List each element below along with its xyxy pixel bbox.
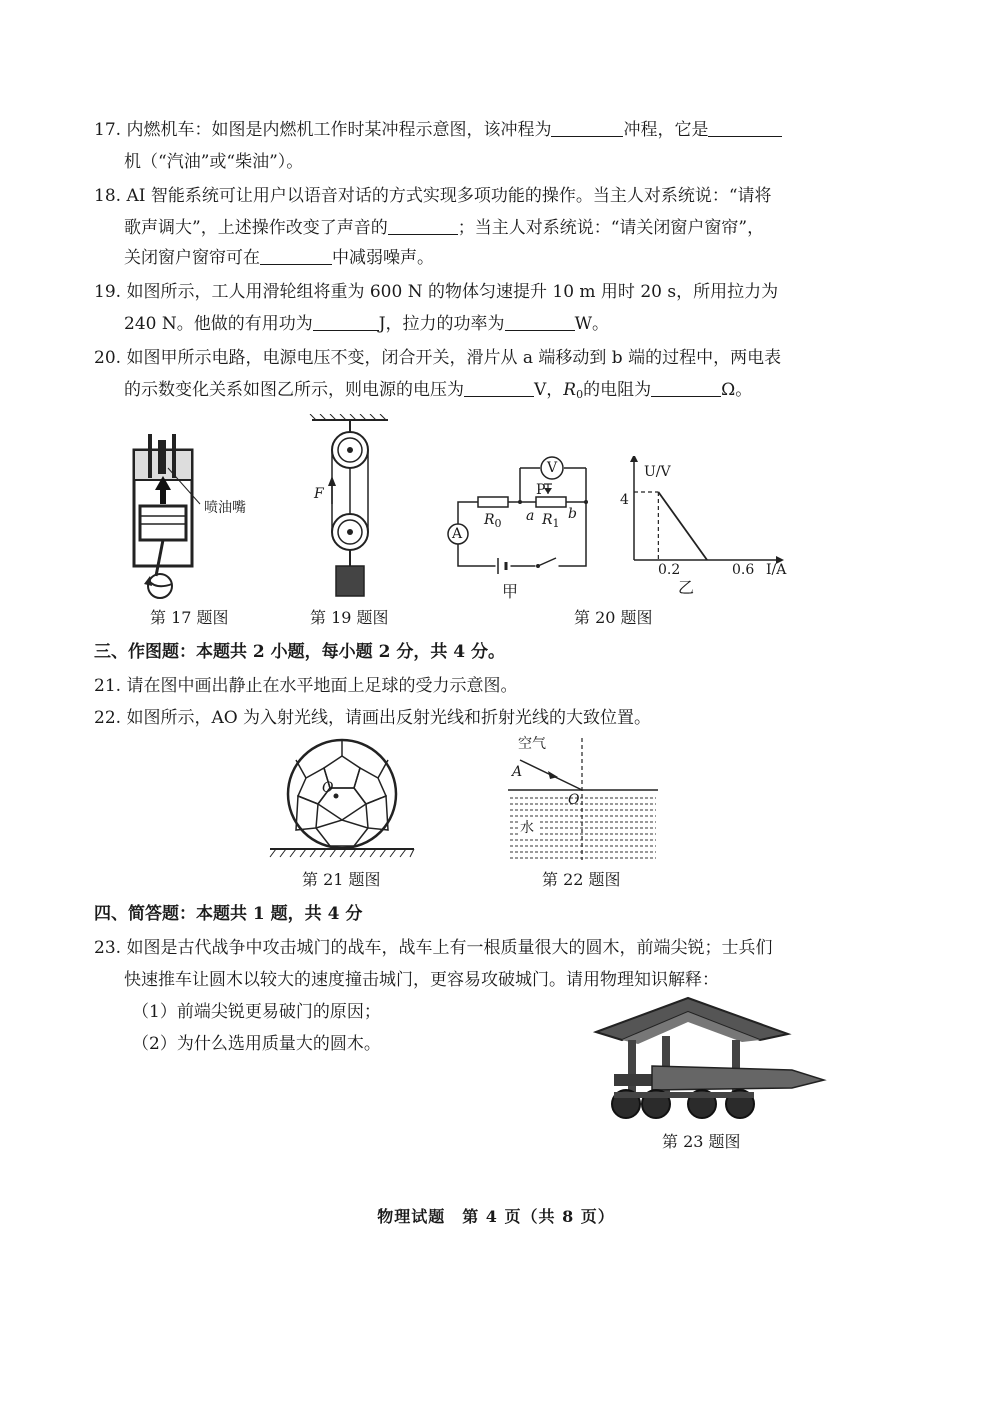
q18-text-c: 关闭窗户窗帘可在 xyxy=(124,248,260,268)
fig20-p-label: P xyxy=(536,482,546,498)
q18-line-1: 18. AI 智能系统可让用户以语音对话的方式实现多项功能的操作。当主人对系统说：“请将 xyxy=(94,186,772,206)
graph-series-line xyxy=(658,492,707,560)
q18-text-d: 中减弱噪声。 xyxy=(332,248,434,268)
q19-text-b: J，拉力的功率为 xyxy=(378,314,505,334)
q17-text-b: 冲程，它是 xyxy=(623,120,709,140)
fig20-graph-ylabel: U/V xyxy=(644,464,671,480)
q20-line-2 xyxy=(124,378,752,407)
q19-text-c: W。 xyxy=(574,314,610,334)
q23-sub-2: （2）为什么选用质量大的圆木。 xyxy=(132,1034,381,1054)
fig19-caption: 第 19 题图 xyxy=(310,608,389,627)
q19-line-2 xyxy=(124,312,609,336)
fig20-graph xyxy=(612,456,792,576)
fig20-graph-ytick-4: 4 xyxy=(620,492,629,508)
fig20-caption: 第 20 题图 xyxy=(574,608,653,627)
fig17-engine-diagram xyxy=(120,428,270,603)
fig20-graph-xtick-0-2: 0.2 xyxy=(658,562,681,578)
q20-r-sub: 0 xyxy=(576,388,584,401)
q21-text: 21. 请在图中画出静止在水平地面上足球的受力示意图。 xyxy=(94,676,518,696)
q23-sub-1: （1）前端尖锐更易破门的原因； xyxy=(132,1002,381,1022)
q20-text-b: V， xyxy=(534,380,564,400)
q19-blank-power[interactable] xyxy=(505,313,575,331)
q20-text-d: Ω。 xyxy=(721,380,753,400)
fig20-a-label: a xyxy=(526,508,535,524)
section4-title: 四、简答题：本题共 1 题，共 4 分 xyxy=(94,904,363,924)
page-footer: 物理试题 第 4 页（共 8 页） xyxy=(377,1207,615,1226)
fig20-r1-label xyxy=(542,510,560,534)
q17-line-1 xyxy=(94,118,782,142)
fig20-ammeter-label: A xyxy=(452,526,463,542)
fig20-r1-symbol: R xyxy=(542,512,553,528)
q17-text-a: 17. 内燃机车：如图是内燃机工作时某冲程示意图，该冲程为 xyxy=(94,120,552,140)
fig20-r1-sub: 1 xyxy=(552,517,560,530)
fig20-graph-xlabel: I/A xyxy=(766,562,787,578)
fig22-o-label: O xyxy=(568,792,580,808)
fig19-pulley-diagram xyxy=(308,414,428,604)
q20-blank-resistance[interactable] xyxy=(651,379,721,397)
q17-blank-engine[interactable] xyxy=(708,119,782,137)
q20-r-symbol: R xyxy=(563,380,577,400)
q17-line-2: 机（“汽油”或“柴油”）。 xyxy=(124,152,304,172)
q20-line-1: 20. 如图甲所示电路，电源电压不变，闭合开关，滑片从 a 端移动到 b 端的过程中，两电表 xyxy=(94,348,782,368)
fig21-caption: 第 21 题图 xyxy=(302,870,381,889)
fig20-voltmeter-label: V xyxy=(547,460,558,476)
q18-blank-place[interactable] xyxy=(260,247,332,265)
fig22-a-label: A xyxy=(512,764,523,780)
fig22-refraction-diagram xyxy=(506,736,662,862)
fig22-air-label: 空气 xyxy=(518,736,546,752)
q22-text: 22. 如图所示，AO 为入射光线，请画出反射光线和折射光线的大致位置。 xyxy=(94,708,652,728)
fig17-nozzle-label: 喷油嘴 xyxy=(204,500,246,516)
q18-line-2 xyxy=(124,216,764,240)
fig22-caption: 第 22 题图 xyxy=(542,870,621,889)
q20-blank-voltage[interactable] xyxy=(464,379,534,397)
fig20-jia-label: 甲 xyxy=(502,582,519,601)
fig23-caption: 第 23 题图 xyxy=(662,1132,741,1151)
q19-blank-work[interactable] xyxy=(313,313,379,331)
q18-text-b: ；当主人对系统说：“请关闭窗户窗帘”， xyxy=(457,218,765,238)
fig21-center-label: O xyxy=(322,780,334,796)
q23-line-1: 23. 如图是古代战争中攻击城门的战车，战车上有一根质量很大的圆木，前端尖锐；士兵们 xyxy=(94,938,773,958)
section3-title: 三、作图题：本题共 2 小题，每小题 2 分，共 4 分。 xyxy=(94,642,505,662)
q20-text-a: 的示数变化关系如图乙所示，则电源的电压为 xyxy=(124,380,464,400)
fig17-caption: 第 17 题图 xyxy=(150,608,229,627)
fig20-yi-label: 乙 xyxy=(678,578,695,597)
fig20-circuit-diagram xyxy=(440,454,600,584)
q19-text-a: 240 N。他做的有用功为 xyxy=(124,314,313,334)
fig21-ball-diagram xyxy=(266,738,418,860)
q18-text-a: 歌声调大”，上述操作改变了声音的 xyxy=(124,218,388,238)
q18-line-3 xyxy=(124,246,434,270)
q23-line-2: 快速推车让圆木以较大的速度撞击城门，更容易攻破城门。请用物理知识解释： xyxy=(124,970,719,990)
q20-text-c: 的电阻为 xyxy=(583,380,652,400)
fig19-force-label: F xyxy=(314,486,324,502)
fig20-r0-symbol: R xyxy=(484,512,495,528)
fig20-r0-label xyxy=(484,510,502,534)
fig20-b-label: b xyxy=(568,506,577,522)
fig22-water-label: 水 xyxy=(520,820,534,836)
q18-blank-sound[interactable] xyxy=(388,217,458,235)
q19-line-1: 19. 如图所示，工人用滑轮组将重为 600 N 的物体匀速提升 10 m 用时 20 s，所用拉力为 xyxy=(94,282,779,302)
q17-blank-stroke[interactable] xyxy=(551,119,623,137)
fig23-battering-ram-image xyxy=(592,996,832,1126)
fig20-r0-sub: 0 xyxy=(494,517,502,530)
fig20-graph-xtick-0-6: 0.6 xyxy=(732,562,755,578)
